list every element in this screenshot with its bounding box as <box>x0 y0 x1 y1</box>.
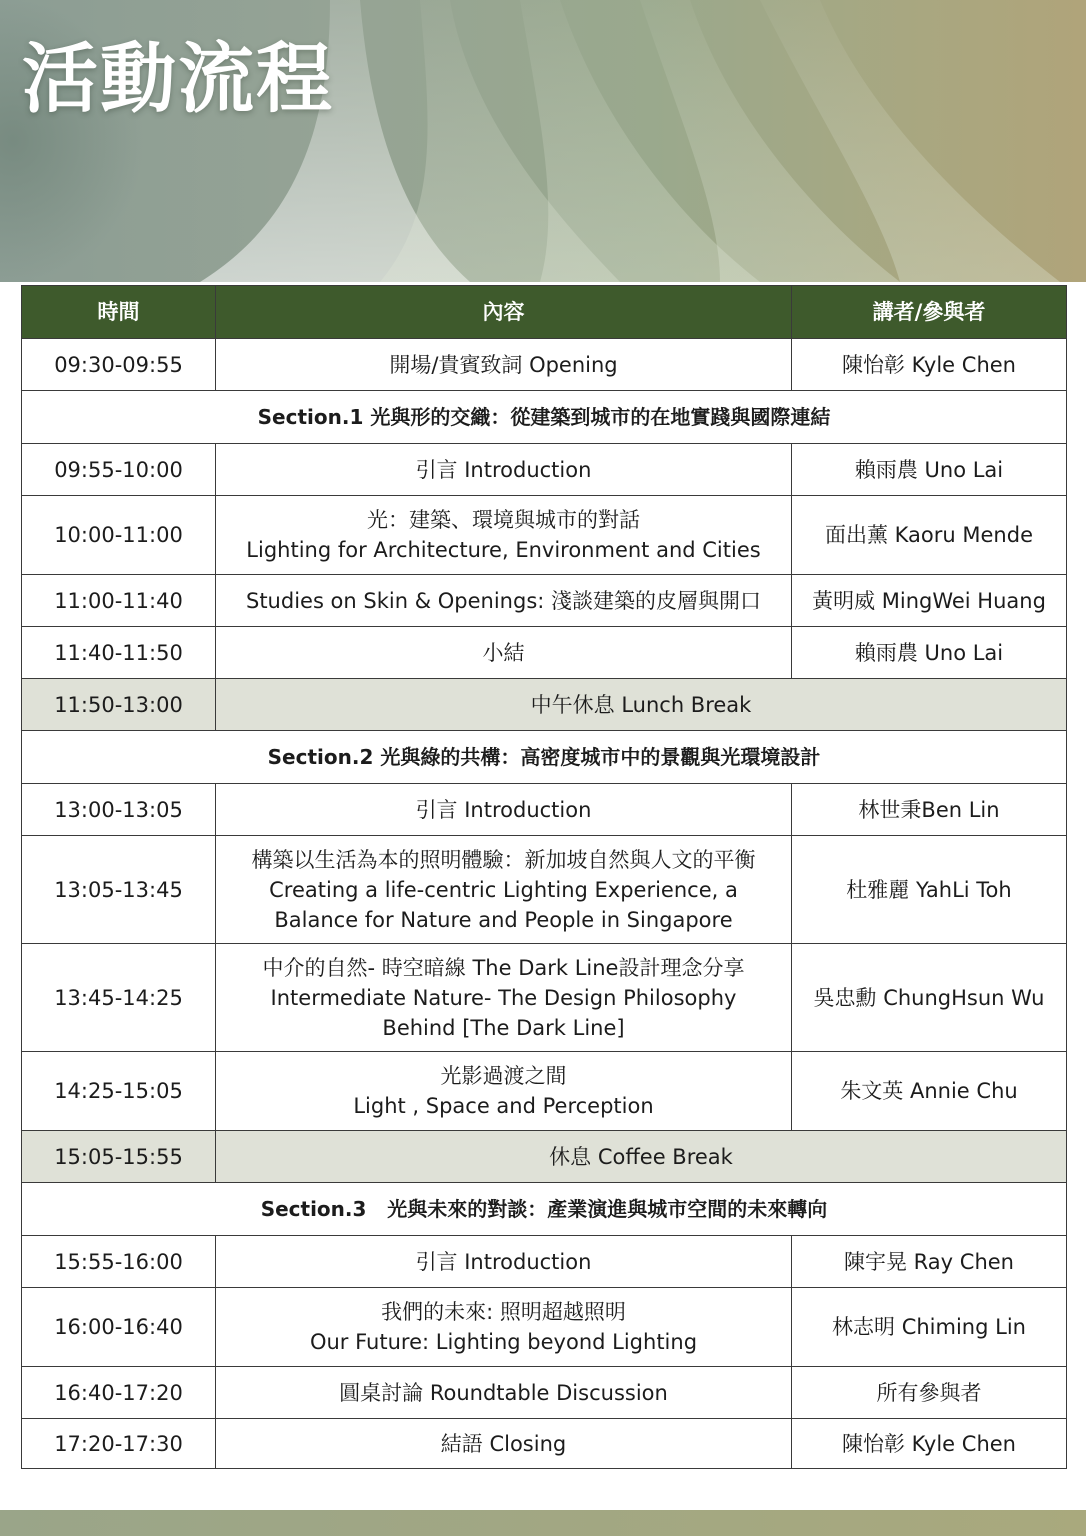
content-line: 構築以生活為本的照明體驗：新加坡自然與人文的平衡 <box>251 847 756 872</box>
speaker-cell: 朱文英 Annie Chu <box>792 1052 1067 1131</box>
speaker-cell: 陳怡彰 Kyle Chen <box>792 339 1067 391</box>
time-cell: 16:40-17:20 <box>22 1367 216 1419</box>
column-header-time: 時間 <box>22 286 216 339</box>
content-line: 開場/貴賓致詞 Opening <box>389 352 618 377</box>
table-row <box>22 444 1067 496</box>
content-line: 小結 <box>482 640 525 665</box>
content-line: 結語 Closing <box>440 1431 567 1456</box>
content-cell <box>216 575 792 627</box>
content-line: Creating a life-centric Lighting Experience, a <box>269 877 738 902</box>
table-row <box>22 627 1067 679</box>
speaker-cell: 吳忠勳 ChungHsun Wu <box>792 944 1067 1052</box>
table-row <box>22 836 1067 944</box>
content-line: Behind [The Dark Line] <box>382 1015 625 1040</box>
content-line: 我們的未來: 照明超越照明 <box>381 1300 626 1324</box>
section-row <box>22 731 1067 784</box>
speaker-cell: 賴雨農 Uno Lai <box>792 627 1067 679</box>
section-title: Section.2 光與綠的共構：高密度城市中的景觀與光環境設計 <box>22 731 1067 784</box>
content-line: Lighting for Architecture, Environment and Cities <box>246 538 761 562</box>
break-label: 中午休息 Lunch Break <box>216 679 1067 731</box>
table-row <box>22 1236 1067 1288</box>
speaker-cell: 賴雨農 Uno Lai <box>792 444 1067 496</box>
content-line: 光：建築、環境與城市的對話 <box>367 508 640 532</box>
content-cell <box>216 836 792 944</box>
content-cell <box>216 1236 792 1288</box>
time-cell: 13:45-14:25 <box>22 944 216 1052</box>
section-title: Section.1 光與形的交織：從建築到城市的在地實踐與國際連結 <box>22 391 1067 444</box>
table-row <box>22 1419 1067 1469</box>
table-row <box>22 496 1067 575</box>
content-cell <box>216 1052 792 1131</box>
break-row <box>22 1131 1067 1183</box>
time-cell: 09:55-10:00 <box>22 444 216 496</box>
time-cell: 10:00-11:00 <box>22 496 216 575</box>
column-header-content: 內容 <box>216 286 792 339</box>
content-line: Our Future: Lighting beyond Lighting <box>309 1330 698 1354</box>
page-title: 活動流程 <box>22 34 334 123</box>
content-line: Studies on Skin & Openings: 淺談建築的皮層與開口 <box>245 588 762 613</box>
content-line: 中介的自然- 時空暗線 The Dark Line設計理念分享 <box>262 955 745 980</box>
content-cell <box>216 944 792 1052</box>
content-line: Intermediate Nature- The Design Philosophy <box>270 985 737 1010</box>
time-cell: 11:50-13:00 <box>22 679 216 731</box>
content-line: Balance for Nature and People in Singapore <box>274 907 733 932</box>
content-cell <box>216 1367 792 1419</box>
time-cell: 11:00-11:40 <box>22 575 216 627</box>
content-line: 圓桌討論 Roundtable Discussion <box>339 1380 668 1405</box>
time-cell: 15:05-15:55 <box>22 1131 216 1183</box>
speaker-cell: 杜雅麗 YahLi Toh <box>792 836 1067 944</box>
break-row <box>22 679 1067 731</box>
time-cell: 17:20-17:30 <box>22 1419 216 1469</box>
table-row <box>22 1288 1067 1367</box>
speaker-cell: 所有參與者 <box>792 1367 1067 1419</box>
break-label: 休息 Coffee Break <box>216 1131 1067 1183</box>
table-row <box>22 944 1067 1052</box>
content-line: 光影過渡之間 <box>440 1064 567 1088</box>
speaker-cell: 黃明威 MingWei Huang <box>792 575 1067 627</box>
content-line: 引言 Introduction <box>415 457 592 482</box>
content-cell <box>216 1288 792 1367</box>
section-row <box>22 391 1067 444</box>
table-row <box>22 784 1067 836</box>
footer-band <box>0 1510 1086 1536</box>
schedule-table <box>21 285 1067 1469</box>
table-header-row <box>22 286 1067 339</box>
section-title: Section.3 光與未來的對談：產業演進與城市空間的未來轉向 <box>22 1183 1067 1236</box>
time-cell: 13:00-13:05 <box>22 784 216 836</box>
content-line: Light , Space and Perception <box>353 1094 654 1118</box>
time-cell: 15:55-16:00 <box>22 1236 216 1288</box>
time-cell: 13:05-13:45 <box>22 836 216 944</box>
speaker-cell: 林志明 Chiming Lin <box>792 1288 1067 1367</box>
table-row <box>22 1052 1067 1131</box>
speaker-cell: 林世秉Ben Lin <box>792 784 1067 836</box>
content-line: 引言 Introduction <box>415 1249 592 1274</box>
time-cell: 16:00-16:40 <box>22 1288 216 1367</box>
speaker-cell: 陳怡彰 Kyle Chen <box>792 1419 1067 1469</box>
speaker-cell: 面出薰 Kaoru Mende <box>792 496 1067 575</box>
content-cell <box>216 339 792 391</box>
content-cell <box>216 784 792 836</box>
table-row <box>22 339 1067 391</box>
content-cell <box>216 444 792 496</box>
speaker-cell: 陳宇晃 Ray Chen <box>792 1236 1067 1288</box>
content-line: 引言 Introduction <box>415 797 592 822</box>
time-cell: 09:30-09:55 <box>22 339 216 391</box>
content-cell <box>216 496 792 575</box>
content-cell <box>216 1419 792 1469</box>
column-header-speaker: 講者/參與者 <box>792 286 1067 339</box>
time-cell: 14:25-15:05 <box>22 1052 216 1131</box>
hero-banner <box>0 0 1086 282</box>
time-cell: 11:40-11:50 <box>22 627 216 679</box>
table-row <box>22 1367 1067 1419</box>
content-cell <box>216 627 792 679</box>
section-row <box>22 1183 1067 1236</box>
table-row <box>22 575 1067 627</box>
